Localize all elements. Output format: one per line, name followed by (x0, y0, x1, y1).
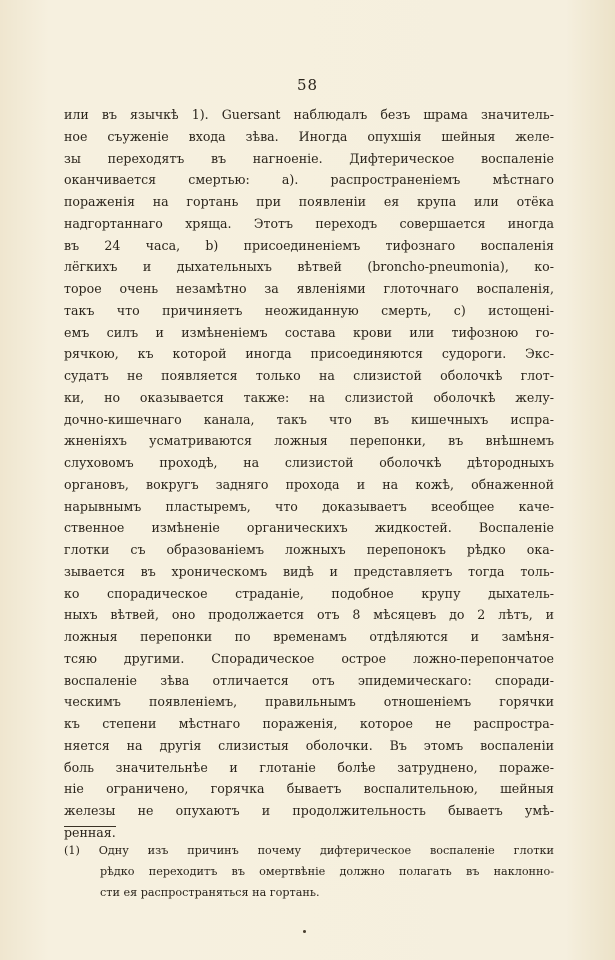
text-line: ное съуженіе входа зѣва. Иногда опухшія шейныя желе- (64, 128, 554, 144)
text-line: или въ язычкѣ 1). Guersant наблюдалъ безъ шрама значитель- (64, 107, 554, 122)
text-line: торое очень незамѣтно за явленіями глоточнаго воспаленія, (64, 281, 554, 296)
text-line: тсяю другими. Спорадическое острое ложно-перепончатое (64, 650, 554, 666)
text-line: железы не опухаютъ и продолжительность бываетъ умѣ- (64, 803, 554, 818)
footnote-line: (1) Одну изъ причинъ почему дифтерическое воспаленіе глотки (64, 844, 554, 857)
text-line: дочно-кишечнаго канала, такъ что въ кишечныхъ испра- (64, 411, 554, 427)
text-line: пораженія на гортань при появленіи ея крупа или отёка (64, 194, 554, 209)
text-line: ложныя перепонки по временамъ отдѣляются и замѣня- (64, 629, 554, 644)
page-number: 58 (296, 76, 319, 94)
footnote-line: сти ея распространяться на гортань. (100, 886, 320, 899)
text-line: ки, но оказывается также: на слизистой оболочкѣ желу- (64, 389, 554, 405)
text-line: глотки съ образованіемъ ложныхъ перепонокъ рѣдко ока- (64, 542, 554, 557)
text-line: къ степени мѣстнаго пораженія, которое не распростра- (64, 716, 554, 731)
text-line: емъ силъ и измѣненіемъ состава крови или тифозною го- (64, 324, 554, 340)
text-line: органовъ, вокругъ задняго прохода и на кожѣ, обнаженной (64, 476, 554, 492)
text-line: такъ что причиняетъ неожиданную смерть, c) истощені- (64, 302, 554, 318)
text-line: лёгкихъ и дыхательныхъ вѣтвей (broncho-pneumonia), ко- (64, 259, 554, 275)
text-line: ко спорадическое страданіе, подобное крупу дыхатель- (64, 585, 554, 601)
text-line: оканчивается смертью: а). распространеніемъ мѣстнаго (64, 172, 554, 188)
footnote-rule (64, 826, 116, 827)
text-line: зы переходятъ въ нагноеніе. Дифтерическое воспаленіе (64, 150, 554, 166)
text-line: ніе ограничено, горячка бываетъ воспалительною, шейныя (64, 781, 554, 797)
text-line: слуховомъ проходѣ, на слизистой оболочкѣ дѣтородныхъ (64, 455, 554, 470)
text-line: рячкою, къ которой иногда присоединяются судороги. Экс- (64, 346, 554, 362)
text-line: надгортаннаго хряща. Этотъ переходъ совершается иногда (64, 215, 554, 231)
text-line: ческимъ появленіемъ, правильнымъ отношеніемъ горячки (64, 694, 554, 710)
text-line: зывается въ хроническомъ видѣ и представляетъ тогда толь- (64, 563, 554, 579)
footnote-line: рѣдко переходитъ въ омертвѣніе должно полагать въ наклонно- (100, 865, 554, 878)
text-line: воспаленіе зѣва отличается отъ эпидемическаго: споради- (64, 672, 554, 688)
text-line: боль значительнѣе и глотаніе болѣе затруднено, пораже- (64, 759, 554, 775)
text-line: нарывнымъ пластыремъ, что доказываетъ всеобщее каче- (64, 498, 554, 514)
text-line: ренная. (64, 824, 116, 840)
text-line: жненіяхъ усматриваются ложныя перепонки, въ внѣшнемъ (64, 433, 554, 449)
text-line: ственное измѣненіе органическихъ жидкостей. Воспаленіе (64, 520, 554, 536)
text-line: ныхъ вѣтвей, оно продолжается отъ 8 мѣсяцевъ до 2 лѣтъ, и (64, 607, 554, 623)
text-line: въ 24 часа, b) присоединеніемъ тифознаго воспаленія (64, 237, 554, 253)
print-speck (303, 930, 306, 933)
text-line: няется на другія слизистыя оболочки. Въ этомъ воспаленіи (64, 737, 554, 753)
footnote (64, 840, 554, 903)
text-line: судатъ не появляется только на слизистой оболочкѣ глот- (64, 368, 554, 383)
body-text (64, 104, 554, 844)
